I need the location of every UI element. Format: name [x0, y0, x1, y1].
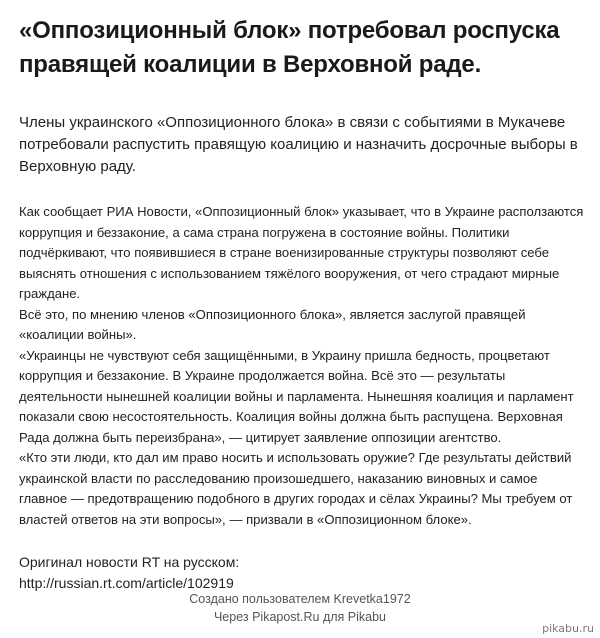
footer	[0, 590, 600, 626]
article-title: «Оппозиционный блок» потребовал роспуска правящей коалиции в Верховной раде.	[19, 17, 560, 78]
article-source	[19, 552, 585, 594]
footer-via: Через Pikapost.Ru для Pikabu	[213, 610, 387, 624]
footer-created-by: Создано пользователем Krevetka1972	[189, 592, 411, 606]
article-paragraph: Всё это, по мнению членов «Оппозиционного блока», является заслугой правящей «коалиции войны».	[19, 306, 526, 342]
article-paragraph: «Кто эти люди, кто дал им право носить и использовать оружие? Где результаты действий украинской власти по расследованию произошедшего, наказанию виновных и самое главное — предотвращению подобного в других городах и сёлах Украины? Мы требуем от властей ответов на эти вопросы», — призвали в «Оппозиционном блоке».	[19, 450, 573, 527]
article	[19, 14, 585, 594]
source-label: Оригинал новости RT на русском:	[19, 554, 240, 570]
article-paragraph: Как сообщает РИА Новости, «Оппозиционный блок» указывает, что в Украине расползаются коррупция и беззаконие, а сама страна погружена в состояние войны. Политики подчёркивают, что появившиеся в стране военизированные структуры позволяют себе выяснять отношения с использованием тяжёлого вооружения, от чего страдают мирные граждане.	[19, 204, 584, 301]
pikabu-watermark: pikabu.ru	[542, 622, 594, 635]
source-link[interactable]: http://russian.rt.com/article/102919	[19, 575, 234, 591]
article-body	[19, 202, 585, 530]
article-lead: Члены украинского «Оппозиционного блока» в связи с событиями в Мукачеве потребовали распустить правящую коалицию и назначить досрочные выборы в Верховную раду.	[19, 114, 578, 175]
article-paragraph: «Украинцы не чувствуют себя защищёнными, в Украину пришла бедность, процветают коррупция и беззаконие. В Украине продолжается война. Всё это — результаты деятельности нынешней коалиции войны и парламента. Нынешняя коалиция и парламент показали свою несостоятельность. Коалиция войны должна быть распущена. Верховная Рада должна быть переизбрана», — цитирует заявление оппозиции агентство.	[19, 347, 574, 445]
